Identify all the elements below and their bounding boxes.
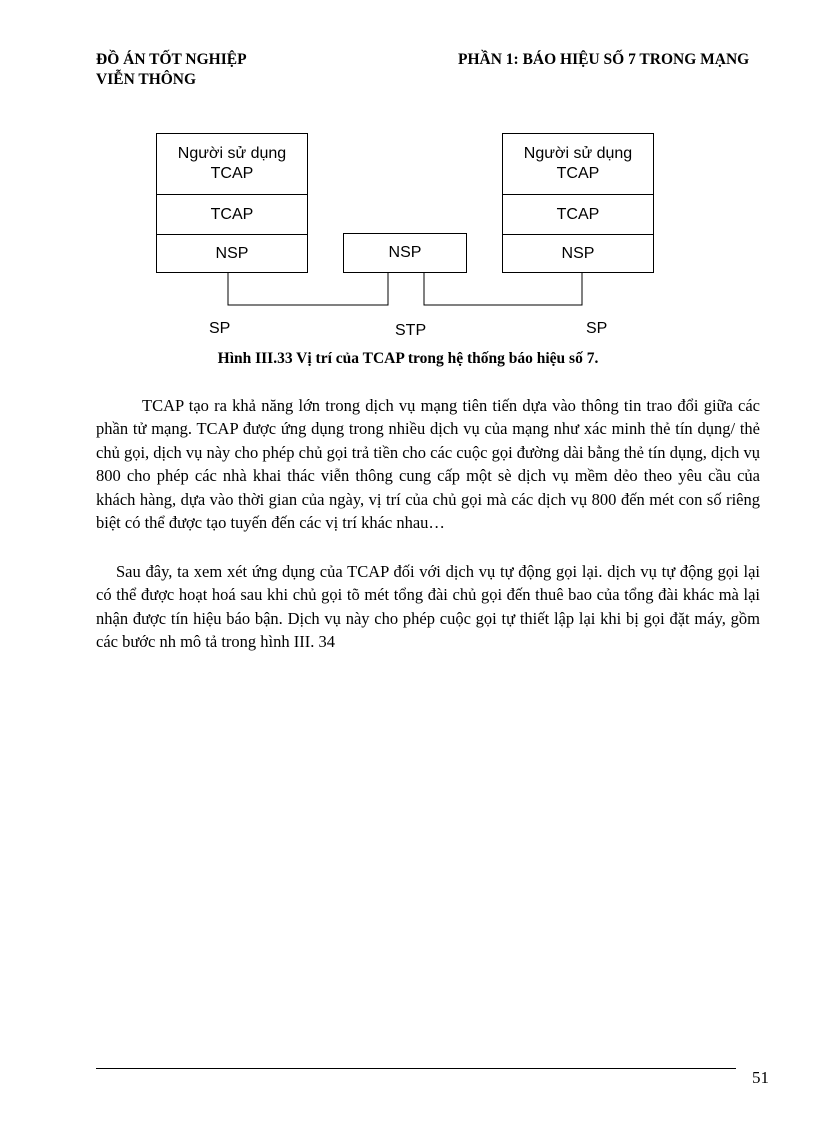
right-user-tcap-layer: Người sử dụng TCAP [523, 145, 633, 182]
header-left-line1: ĐỒ ÁN TỐT NGHIỆP [96, 51, 247, 68]
label-right-sp: SP [586, 320, 608, 337]
paragraph-1: TCAP tạo ra khả năng lớn trong dịch vụ mạng tiên tiến dựa vào thông tin trao đổi giữa các phần tử mạng. TCAP được ứng dụng trong nhiều dịch vụ của mạng như xác minh thẻ tín dụng/ thẻ chủ gọi, dịch vụ này cho phép chủ gọi trả tiền cho các cuộc gọi đường dài bằng thẻ tín dụng, dịch vụ 800 cho phép các nhà khai thác viễn thông cung cấp một sè dịch vụ mềm dẻo theo yêu cầu của khách hàng, dựa vào thời gian của ngày, vị trí của chủ gọi mà các dịch vụ 800 đến mét con số riêng biệt có thể được tạo tuyến đến các vị trí khác nhau… [96, 396, 760, 533]
middle-nsp-layer: NSP [388, 244, 422, 261]
figure-caption: Hình III.33 Vị trí của TCAP trong hệ thống báo hiệu số 7. [217, 350, 599, 367]
page-number: 51 [752, 1068, 769, 1087]
right-nsp-layer: NSP [503, 234, 653, 272]
footer-rule [96, 1068, 736, 1069]
label-left-sp: SP [209, 320, 231, 337]
left-user-tcap-layer: Người sử dụng TCAP [177, 145, 287, 182]
link-left-to-stp [228, 273, 388, 305]
left-nsp-layer: NSP [157, 234, 307, 272]
right-tcap-layer: TCAP [503, 194, 653, 234]
link-stp-to-right [424, 273, 582, 305]
paragraph-2: Sau đây, ta xem xét ứng dụng của TCAP đối với dịch vụ tự động gọi lại. dịch vụ tự động gọi lại có thể được hoạt hoá sau khi chủ gọi tõ mét tổng đài chủ gọi đến thuê bao của tổng đài khác mà lại nhận được tín hiệu báo bận. Dịch vụ này cho phép cuộc gọi tự thiết lập lại khi bị gọi đặt máy, gồm các bước nh mô tả trong hình III. 34 [96, 562, 760, 652]
header-left-line2: VIỄN THÔNG [96, 71, 197, 88]
signaling-links [0, 0, 816, 400]
header-right: PHẦN 1: BÁO HIỆU SỐ 7 TRONG MẠNG [458, 51, 750, 68]
left-tcap-layer: TCAP [157, 194, 307, 234]
label-stp: STP [395, 322, 427, 339]
